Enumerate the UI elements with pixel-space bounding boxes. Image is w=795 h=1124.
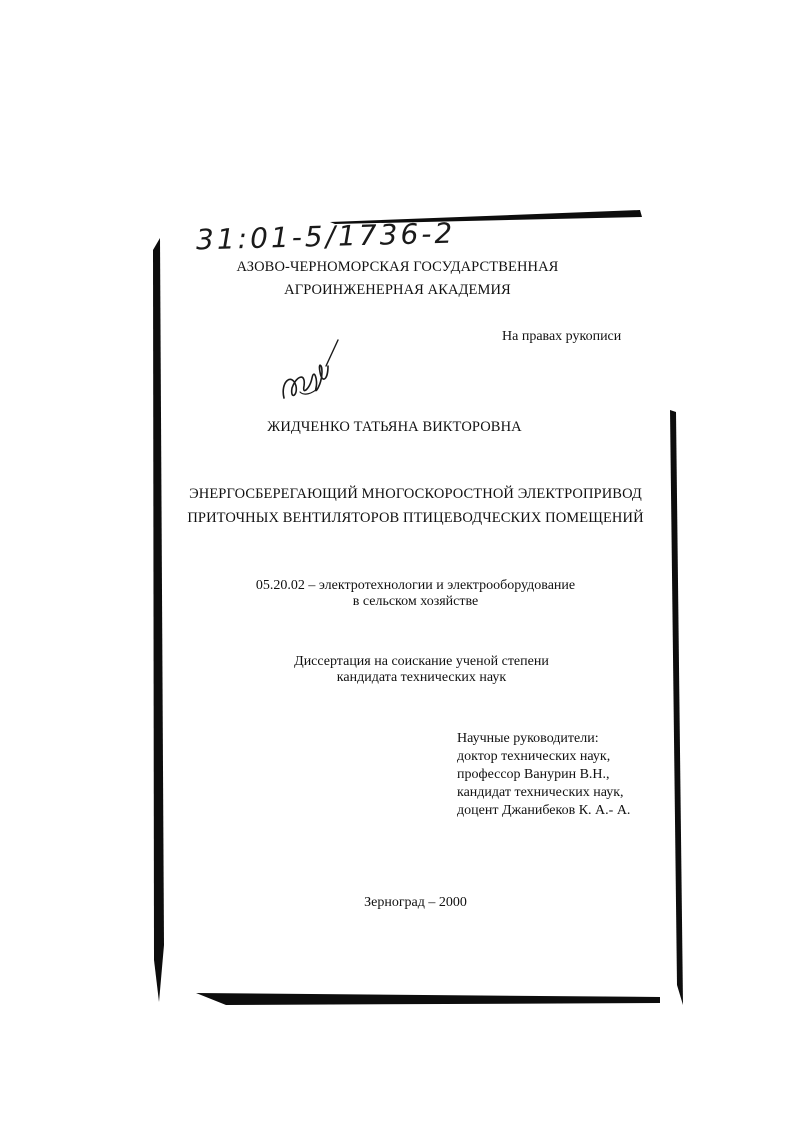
archive-number: 31:01-5/1736-2 [195, 216, 456, 257]
specialty-line-2: в сельском хозяйстве [352, 594, 479, 609]
supervisor-line: кандидат технических наук, [457, 785, 624, 800]
city-year: Зерноград – 2000 [364, 895, 467, 910]
degree-line-2: кандидата технических наук [336, 670, 507, 685]
degree-line-1: Диссертация на соискание ученой степени [294, 654, 549, 669]
title-line-2: ПРИТОЧНЫХ ВЕНТИЛЯТОРОВ ПТИЦЕВОДЧЕСКИХ ПОМЕЩЕНИЙ [187, 510, 644, 526]
supervisor-line: профессор Ванурин В.Н., [457, 767, 610, 782]
title-line-1: ЭНЕРГОСБЕРЕГАЮЩИЙ МНОГОСКОРОСТНОЙ ЭЛЕКТРОПРИВОД [189, 486, 642, 502]
institution-line-2: АГРОИНЖЕНЕРНАЯ АКАДЕМИЯ [284, 282, 511, 298]
author-name: ЖИДЧЕНКО ТАТЬЯНА ВИКТОРОВНА [267, 419, 522, 435]
supervisor-line: доктор технических наук, [457, 749, 611, 764]
institution-line-1: АЗОВО-ЧЕРНОМОРСКАЯ ГОСУДАРСТВЕННАЯ [236, 259, 559, 275]
manuscript-note: На правах рукописи [502, 329, 622, 344]
supervisor-line: доцент Джанибеков К. А.- А. [457, 803, 631, 818]
supervisors-block [457, 730, 630, 820]
supervisors-heading: Научные руководители: [457, 731, 599, 746]
specialty-line-1: 05.20.02 – электротехнологии и электрооборудование [255, 578, 576, 593]
